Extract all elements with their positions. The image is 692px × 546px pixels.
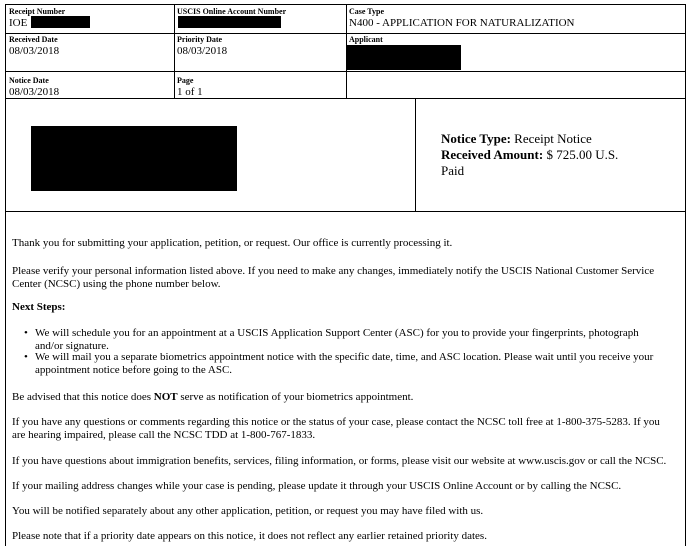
paragraph-notified: You will be notified separately about any other application, petition, or request you may have filed with us. — [12, 505, 484, 517]
advised-text-end: serve as notification of your biometrics appointment. — [177, 391, 414, 403]
paragraph-address: If your mailing address changes while your case is pending, please update it through your USCIS Online Account or by calling the NCSC. — [12, 480, 622, 492]
page-label: Page — [177, 76, 194, 85]
online-account-label: USCIS Online Account Number — [177, 7, 287, 16]
paragraph-thank-you: Thank you for submitting your application, petition, or request. Our office is currently processing it. — [12, 237, 453, 249]
bullet-icon: • — [24, 351, 28, 363]
paragraph-priority: Please note that if a priority date appears on this notice, it does not reflect any earlier retained priority dates. — [12, 530, 487, 542]
received-date-value: 08/03/2018 — [9, 45, 60, 57]
case-type-value: N400 - APPLICATION FOR NATURALIZATION — [349, 17, 575, 29]
advised-text-start: Be advised that this notice does — [12, 391, 154, 403]
applicant-cell — [346, 33, 686, 71]
priority-date-value: 08/03/2018 — [177, 45, 228, 57]
list-item — [24, 327, 663, 353]
page-cell — [174, 71, 346, 99]
paragraph-advised — [12, 391, 674, 404]
redaction-bar — [31, 126, 237, 191]
redaction-bar — [346, 45, 461, 70]
case-type-cell — [346, 5, 686, 33]
notice-summary — [441, 131, 641, 179]
bullet-text: We will mail you a separate biometrics appointment notice with the specific date, time, and ASC location. Please wait until you receive your appointment notice before going to the ASC. — [35, 351, 654, 376]
notice-type-value: Receipt Notice — [514, 131, 592, 146]
online-account-cell — [174, 5, 346, 33]
redaction-bar — [31, 16, 90, 28]
receipt-number-value: IOE — [9, 17, 28, 29]
notice-body — [5, 212, 686, 546]
paragraph-questions: If you have any questions or comments regarding this notice or the status of your case, please contact the NCSC toll free at 1-800-375-5283. If you are hearing impaired, please call the NCSC TDD at 1-800-767-1833. — [12, 416, 660, 441]
list-item — [24, 351, 663, 377]
received-date-cell — [6, 33, 174, 71]
applicant-label: Applicant — [349, 35, 383, 44]
receipt-number-label: Receipt Number — [9, 7, 66, 16]
divider — [415, 99, 416, 211]
priority-date-label: Priority Date — [177, 35, 223, 44]
paragraph-immigration: If you have questions about immigration benefits, services, filing information, or forms, please visit our website at www.uscis.gov or call the NCSC. — [12, 455, 667, 467]
notice-date-label: Notice Date — [9, 76, 49, 85]
next-steps-heading: Next Steps: — [12, 301, 66, 313]
redaction-bar — [178, 16, 281, 28]
paragraph-verify: Please verify your personal information listed above. If you need to make any changes, immediately notify the USCIS National Customer Service Center (NCSC) using the phone number below. — [12, 265, 655, 290]
priority-date-cell — [174, 33, 346, 71]
amount-status: Paid — [441, 163, 465, 178]
bullet-text: We will schedule you for an appointment at a USCIS Application Support Center (ASC) for you to provide your fingerprints, photograph and/or signature. — [35, 327, 639, 352]
received-amount-value: $ 725.00 U.S. — [546, 147, 619, 162]
header-table — [5, 4, 686, 99]
notice-date-cell — [6, 71, 174, 99]
case-type-label: Case Type — [349, 7, 385, 16]
notice-date-value: 08/03/2018 — [9, 86, 60, 98]
receipt-number-cell — [6, 5, 174, 33]
received-amount-label: Received Amount: — [441, 147, 544, 162]
received-date-label: Received Date — [9, 35, 58, 44]
page-value: 1 of 1 — [177, 86, 203, 98]
notice-type-label: Notice Type: — [441, 131, 511, 146]
bullet-icon: • — [24, 327, 28, 339]
advised-text-emphasis: NOT — [153, 391, 178, 403]
